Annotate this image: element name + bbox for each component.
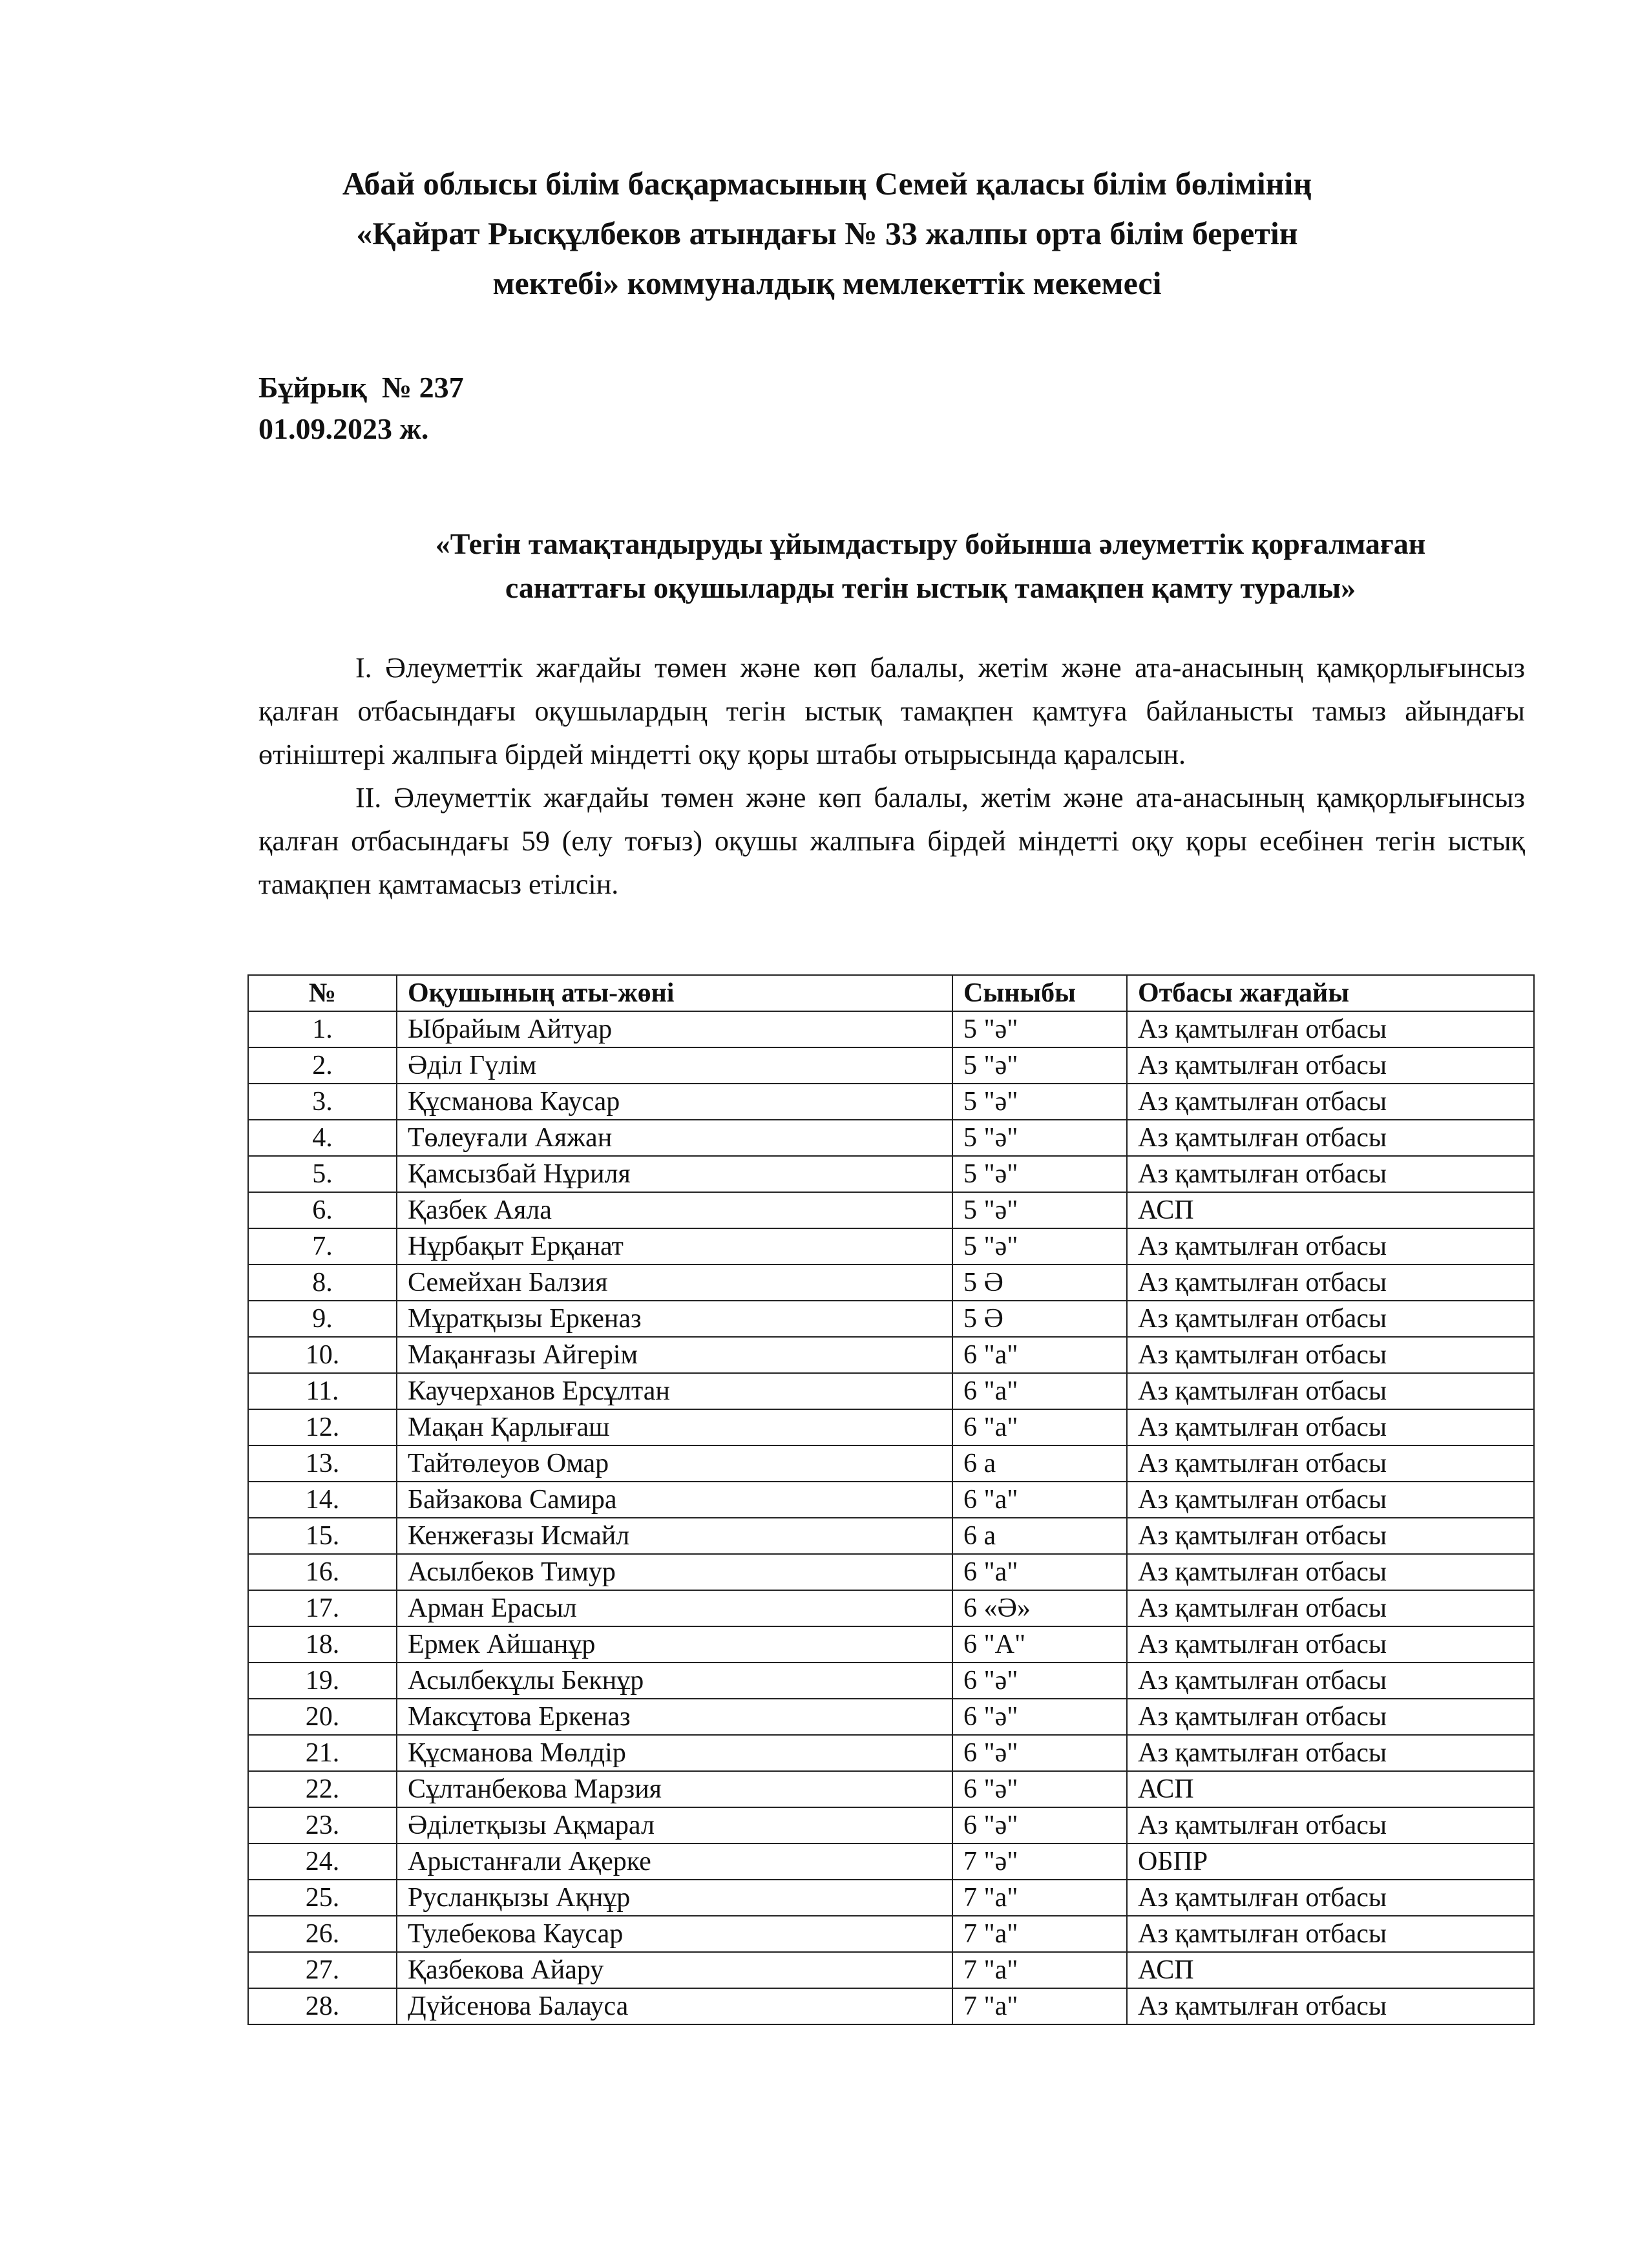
- cell-num: 12.: [248, 1409, 397, 1445]
- cell-name: Асылбеков Тимур: [397, 1554, 952, 1590]
- cell-status: ОБПР: [1127, 1843, 1534, 1880]
- cell-name: Семейхан Балзия: [397, 1265, 952, 1301]
- cell-num: 1.: [248, 1011, 397, 1047]
- cell-class: 5 "ә": [952, 1120, 1127, 1156]
- cell-name: Әділ Гүлім: [397, 1047, 952, 1084]
- paragraph-2: [258, 776, 1525, 906]
- table-row: [248, 1843, 1534, 1880]
- table-row: [248, 1156, 1534, 1192]
- cell-status: Аз қамтылған отбасы: [1127, 1409, 1534, 1445]
- order-date: 01.09.2023 ж.: [258, 412, 429, 445]
- cell-class: 6 "ә": [952, 1771, 1127, 1807]
- table-row: [248, 1880, 1534, 1916]
- cell-status: Аз қамтылған отбасы: [1127, 1228, 1534, 1265]
- cell-num: 10.: [248, 1337, 397, 1373]
- cell-status: Аз қамтылған отбасы: [1127, 1735, 1534, 1771]
- cell-num: 20.: [248, 1699, 397, 1735]
- cell-name: Қазбек Аяла: [397, 1192, 952, 1228]
- header-status: Отбасы жағдайы: [1127, 975, 1534, 1011]
- cell-status: Аз қамтылған отбасы: [1127, 1518, 1534, 1554]
- cell-num: 4.: [248, 1120, 397, 1156]
- table-row: [248, 1626, 1534, 1663]
- header-line: мектебі» коммуналдық мемлекеттік мекемесі: [492, 265, 1162, 301]
- cell-status: АСП: [1127, 1192, 1534, 1228]
- cell-class: 6 а: [952, 1518, 1127, 1554]
- cell-num: 17.: [248, 1590, 397, 1626]
- cell-num: 11.: [248, 1373, 397, 1409]
- order-meta: [258, 367, 464, 450]
- table-row: [248, 1952, 1534, 1988]
- cell-name: Мақанғазы Айгерім: [397, 1337, 952, 1373]
- table-row: [248, 1590, 1534, 1626]
- cell-class: 6 "а": [952, 1373, 1127, 1409]
- cell-num: 21.: [248, 1735, 397, 1771]
- cell-class: 6 "а": [952, 1554, 1127, 1590]
- cell-num: 3.: [248, 1084, 397, 1120]
- cell-status: Аз қамтылған отбасы: [1127, 1554, 1534, 1590]
- table-row: [248, 1120, 1534, 1156]
- cell-status: Аз қамтылған отбасы: [1127, 1156, 1534, 1192]
- cell-class: 5 "ә": [952, 1047, 1127, 1084]
- cell-status: АСП: [1127, 1771, 1534, 1807]
- cell-status: Аз қамтылған отбасы: [1127, 1011, 1534, 1047]
- cell-class: 5 "ә": [952, 1084, 1127, 1120]
- table-row: [248, 1699, 1534, 1735]
- cell-num: 18.: [248, 1626, 397, 1663]
- title-line: санаттағы оқушыларды тегін ыстық тамақпен қамту туралы»: [505, 571, 1356, 604]
- cell-num: 19.: [248, 1663, 397, 1699]
- cell-status: Аз қамтылған отбасы: [1127, 1084, 1534, 1120]
- cell-name: Ыбрайым Айтуар: [397, 1011, 952, 1047]
- cell-status: Аз қамтылған отбасы: [1127, 1590, 1534, 1626]
- cell-name: Тайтөлеуов Омар: [397, 1445, 952, 1482]
- table-row: [248, 1228, 1534, 1265]
- table-row: [248, 1807, 1534, 1843]
- table-row: [248, 1988, 1534, 2024]
- cell-num: 25.: [248, 1880, 397, 1916]
- cell-class: 7 "а": [952, 1988, 1127, 2024]
- cell-status: Аз қамтылған отбасы: [1127, 1301, 1534, 1337]
- cell-num: 26.: [248, 1916, 397, 1952]
- cell-class: 5 Ә: [952, 1265, 1127, 1301]
- cell-class: 5 Ә: [952, 1301, 1127, 1337]
- cell-class: 7 "а": [952, 1916, 1127, 1952]
- cell-status: Аз қамтылған отбасы: [1127, 1880, 1534, 1916]
- cell-class: 6 "ә": [952, 1699, 1127, 1735]
- title-line: «Тегін тамақтандыруды ұйымдастыру бойынша әлеуметтік қорғалмаған: [435, 527, 1426, 560]
- cell-num: 6.: [248, 1192, 397, 1228]
- order-number: Бұйрық № 237: [258, 371, 464, 404]
- cell-status: Аз қамтылған отбасы: [1127, 1120, 1534, 1156]
- cell-name: Кенжеғазы Исмайл: [397, 1518, 952, 1554]
- cell-name: Дүйсенова Балауса: [397, 1988, 952, 2024]
- cell-status: Аз қамтылған отбасы: [1127, 1699, 1534, 1735]
- table-row: [248, 1337, 1534, 1373]
- header-line: Абай облысы білім басқармасының Семей қаласы білім бөлімінің: [342, 165, 1312, 202]
- table-row: [248, 1554, 1534, 1590]
- table-row: [248, 1663, 1534, 1699]
- cell-status: Аз қамтылған отбасы: [1127, 1988, 1534, 2024]
- cell-class: 7 "ә": [952, 1843, 1127, 1880]
- table-row: [248, 1518, 1534, 1554]
- cell-class: 6 "А": [952, 1626, 1127, 1663]
- cell-status: Аз қамтылған отбасы: [1127, 1663, 1534, 1699]
- cell-name: Асылбекұлы Бекнұр: [397, 1663, 952, 1699]
- table-row: [248, 1301, 1534, 1337]
- cell-status: АСП: [1127, 1952, 1534, 1988]
- cell-num: 28.: [248, 1988, 397, 2024]
- cell-name: Төлеуғали Аяжан: [397, 1120, 952, 1156]
- cell-class: 6 а: [952, 1445, 1127, 1482]
- header-line: «Қайрат Рысқұлбеков атындағы № 33 жалпы орта білім беретін: [356, 215, 1298, 251]
- cell-name: Құсманова Мөлдір: [397, 1735, 952, 1771]
- cell-class: 6 "ә": [952, 1735, 1127, 1771]
- cell-num: 7.: [248, 1228, 397, 1265]
- table-row: [248, 1373, 1534, 1409]
- cell-num: 22.: [248, 1771, 397, 1807]
- table-row: [248, 1445, 1534, 1482]
- cell-name: Қамсызбай Нұриля: [397, 1156, 952, 1192]
- cell-name: Максұтова Еркеназ: [397, 1699, 952, 1735]
- organization-header: [194, 159, 1460, 308]
- order-title: [336, 522, 1525, 610]
- cell-name: Тулебекова Каусар: [397, 1916, 952, 1952]
- cell-name: Каучерханов Ерсұлтан: [397, 1373, 952, 1409]
- cell-name: Арыстанғали Ақерке: [397, 1843, 952, 1880]
- cell-num: 8.: [248, 1265, 397, 1301]
- cell-class: 5 "ә": [952, 1011, 1127, 1047]
- cell-num: 13.: [248, 1445, 397, 1482]
- header-class: Сыныбы: [952, 975, 1127, 1011]
- cell-num: 2.: [248, 1047, 397, 1084]
- cell-num: 14.: [248, 1482, 397, 1518]
- cell-class: 6 «Ә»: [952, 1590, 1127, 1626]
- header-name: Оқушының аты-жөні: [397, 975, 952, 1011]
- cell-num: 27.: [248, 1952, 397, 1988]
- cell-num: 5.: [248, 1156, 397, 1192]
- paragraph-1: [258, 646, 1525, 776]
- cell-name: Ермек Айшанұр: [397, 1626, 952, 1663]
- table-row: [248, 1084, 1534, 1120]
- header-num: №: [248, 975, 397, 1011]
- table-row: [248, 1482, 1534, 1518]
- cell-status: Аз қамтылған отбасы: [1127, 1626, 1534, 1663]
- cell-name: Байзакова Самира: [397, 1482, 952, 1518]
- cell-status: Аз қамтылған отбасы: [1127, 1916, 1534, 1952]
- table-row: [248, 1047, 1534, 1084]
- cell-status: Аз қамтылған отбасы: [1127, 1482, 1534, 1518]
- table-row: [248, 1771, 1534, 1807]
- cell-class: 7 "а": [952, 1880, 1127, 1916]
- paragraph-2-text: II. Әлеуметтік жағдайы төмен және көп балалы, жетім және ата-анасының қамқорлығынсыз қалған отбасындағы 59 (елу тоғыз) оқушы жалпыға бірдей міндетті оқу қоры есебінен тегін ыстық тамақпен қамтамасыз етілсін.: [258, 782, 1525, 900]
- cell-class: 5 "ә": [952, 1156, 1127, 1192]
- table-row: [248, 1735, 1534, 1771]
- cell-class: 6 "а": [952, 1337, 1127, 1373]
- cell-name: Арман Ерасыл: [397, 1590, 952, 1626]
- students-table: [247, 974, 1535, 2025]
- cell-num: 24.: [248, 1843, 397, 1880]
- paragraph-1-text: I. Әлеуметтік жағдайы төмен және көп балалы, жетім және ата-анасының қамқорлығынсыз қалған отбасындағы оқушылардың тегін ыстық тамақпен қамтуға байланысты тамыз айындағы өтініштері жалпыға бірдей міндетті оқу қоры штабы отырысында қаралсын.: [258, 652, 1525, 770]
- cell-name: Мұратқызы Еркеназ: [397, 1301, 952, 1337]
- cell-num: 23.: [248, 1807, 397, 1843]
- cell-num: 9.: [248, 1301, 397, 1337]
- cell-name: Нұрбақыт Ерқанат: [397, 1228, 952, 1265]
- cell-class: 5 "ә": [952, 1228, 1127, 1265]
- cell-status: Аз қамтылған отбасы: [1127, 1265, 1534, 1301]
- cell-status: Аз қамтылған отбасы: [1127, 1047, 1534, 1084]
- cell-name: Қазбекова Айару: [397, 1952, 952, 1988]
- table-row: [248, 1409, 1534, 1445]
- cell-status: Аз қамтылған отбасы: [1127, 1445, 1534, 1482]
- cell-status: Аз қамтылған отбасы: [1127, 1373, 1534, 1409]
- cell-class: 6 "ә": [952, 1663, 1127, 1699]
- table-header-row: [248, 975, 1534, 1011]
- cell-class: 5 "ә": [952, 1192, 1127, 1228]
- cell-class: 6 "а": [952, 1409, 1127, 1445]
- cell-status: Аз қамтылған отбасы: [1127, 1337, 1534, 1373]
- cell-class: 6 "а": [952, 1482, 1127, 1518]
- cell-status: Аз қамтылған отбасы: [1127, 1807, 1534, 1843]
- order-body: [258, 646, 1525, 906]
- cell-name: Русланқызы Ақнұр: [397, 1880, 952, 1916]
- cell-num: 15.: [248, 1518, 397, 1554]
- table-row: [248, 1916, 1534, 1952]
- cell-name: Құсманова Каусар: [397, 1084, 952, 1120]
- cell-class: 6 "ә": [952, 1807, 1127, 1843]
- cell-class: 7 "а": [952, 1952, 1127, 1988]
- table-row: [248, 1192, 1534, 1228]
- table-body: [248, 1011, 1534, 2024]
- cell-name: Сұлтанбекова Марзия: [397, 1771, 952, 1807]
- cell-name: Әділетқызы Ақмарал: [397, 1807, 952, 1843]
- cell-num: 16.: [248, 1554, 397, 1590]
- table-row: [248, 1011, 1534, 1047]
- table-row: [248, 1265, 1534, 1301]
- cell-name: Мақан Қарлығаш: [397, 1409, 952, 1445]
